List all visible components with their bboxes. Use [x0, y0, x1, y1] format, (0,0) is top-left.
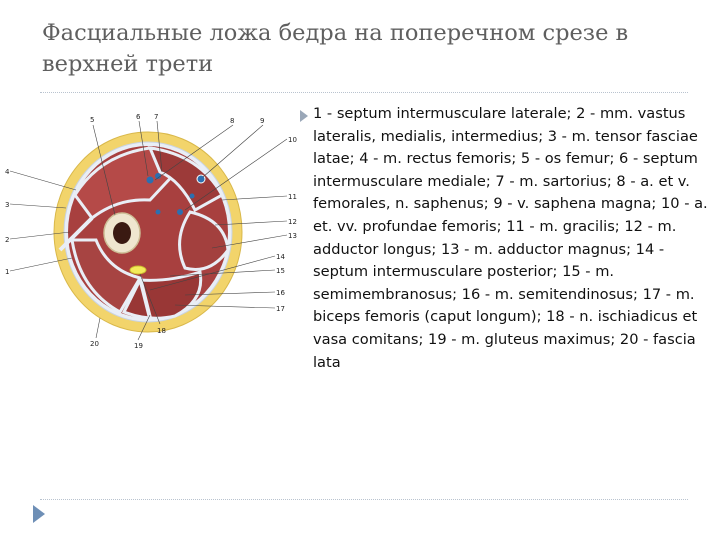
bullet-marker: [300, 110, 308, 122]
figure-label-12: 12: [288, 218, 297, 226]
legend-text: 1 - septum intermusculare laterale; 2 - mm. vastus lateralis, medialis, intermedius; 3 - m. tensor fasciae latae; 4 - m. rectus femoris; 5 - os femur; 6 - septum intermusculare mediale; 7 - m. sartorius; 8 - a. et v. femorales, n. saphenus; 9 - v. saphena magna; 10 - a. et. vv. profundae femoris; 11 - m. gracilis; 12 - m. adductor longus; 13 - m. adductor magnus; 14 - septum intermusculare posterior; 15 - m. semimembranosus; 16 - m. semitendinosus; 17 - m. biceps femoris (caput longum); 18 - n. ischiadicus et vasa comitans; 19 - m. gluteus maximus; 20 - fascia lata: [313, 105, 708, 371]
deep-femoral-vessel: [177, 209, 183, 215]
sciatic-nerve: [130, 266, 146, 274]
figure-label-2: 2: [5, 236, 10, 244]
figure-label-16: 16: [276, 289, 285, 297]
cross-section-svg: [0, 100, 305, 360]
figure-label-15: 15: [276, 267, 285, 275]
thigh-cross-section-figure: [0, 100, 305, 360]
top-divider: [40, 92, 688, 93]
bottom-divider: [40, 499, 688, 500]
figure-label-20: 20: [90, 340, 99, 348]
figure-label-13: 13: [288, 232, 297, 240]
figure-label-1: 1: [5, 268, 10, 276]
figure-label-7: 7: [154, 113, 159, 121]
figure-label-8: 8: [230, 117, 235, 125]
corner-arrow-icon: [33, 505, 45, 523]
vessel-branch-2: [156, 210, 161, 215]
figure-label-6: 6: [136, 113, 141, 121]
figure-label-9: 9: [260, 117, 265, 125]
figure-label-5: 5: [90, 116, 95, 124]
figure-label-10: 10: [288, 136, 297, 144]
figure-label-18: 18: [157, 327, 166, 335]
femur-marrow: [113, 222, 131, 244]
figure-label-4: 4: [5, 168, 10, 176]
slide-title: Фасциальные ложа бедра на поперечном срезе в верхней трети: [42, 20, 629, 77]
figure-label-3: 3: [5, 201, 10, 209]
femoral-vessel: [147, 177, 154, 184]
vessel-branch: [190, 194, 195, 199]
figure-label-14: 14: [276, 253, 285, 261]
figure-label-11: 11: [288, 193, 297, 201]
figure-label-19: 19: [134, 342, 143, 350]
figure-label-17: 17: [276, 305, 285, 313]
